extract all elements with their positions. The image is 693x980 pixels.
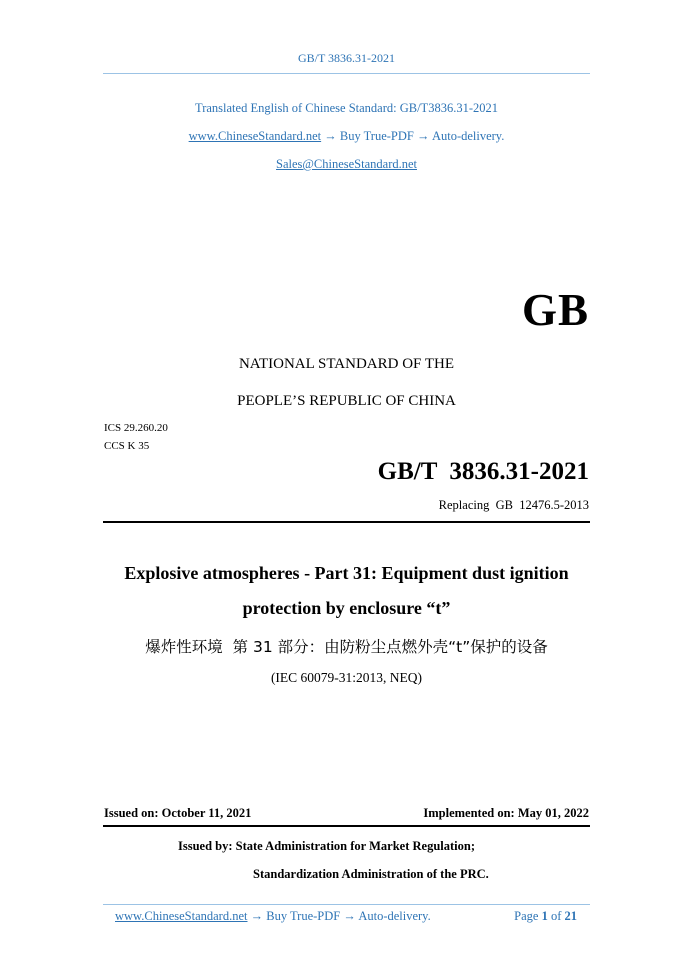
footer-links: [115, 909, 431, 924]
header-code: GB/T 3836.31-2021: [297, 51, 396, 65]
national-standard-line2: PEOPLE’S REPUBLIC OF CHINA: [237, 393, 456, 409]
promo-links: [0, 129, 693, 144]
website-link[interactable]: www.ChineseStandard.net: [188, 129, 322, 143]
national-standard-line1: NATIONAL STANDARD OF THE: [238, 356, 455, 372]
title-chinese: 爆炸性环境 第 31 部分：由防粉尘点燃外壳“t”保护的设备: [145, 638, 548, 656]
footer-auto-delivery-text: Auto-delivery.: [358, 909, 431, 923]
page-indicator: [514, 909, 577, 924]
issuer-line2: Standardization Administration of the PRC.: [253, 867, 489, 881]
page-number: 1: [541, 909, 548, 923]
page-label: Page: [514, 909, 539, 923]
footer-divider: [103, 904, 590, 905]
arrow-icon: →: [250, 909, 264, 923]
dates-divider: [103, 825, 590, 827]
ccs-code: CCS K 35: [104, 440, 150, 452]
footer-website-link[interactable]: www.ChineseStandard.net: [115, 909, 248, 923]
page-total: 21: [564, 909, 577, 923]
replacing-text: Replacing GB 12476.5-2013: [438, 498, 589, 512]
title-english-line1: Explosive atmospheres - Part 31: Equipment dust ignition: [124, 563, 569, 583]
footer-buy-pdf-text: Buy True-PDF: [266, 909, 341, 923]
promo-line: Translated English of Chinese Standard: GB/T3836.31-2021: [195, 101, 498, 115]
iec-reference: (IEC 60079-31:2013, NEQ): [270, 670, 423, 685]
of-label: of: [550, 909, 562, 923]
title-english-line2: protection by enclosure “t”: [242, 598, 451, 618]
header-divider: [103, 73, 590, 74]
ics-code: ICS 29.260.20: [104, 422, 168, 434]
auto-delivery-text: Auto-delivery.: [431, 129, 505, 143]
issued-date: Issued on: October 11, 2021: [104, 806, 252, 820]
buy-pdf-text: Buy True-PDF: [339, 129, 414, 143]
email-row: [0, 157, 693, 172]
gb-logo: GB: [521, 285, 589, 335]
arrow-icon: →: [417, 129, 430, 143]
issuer-line1: Issued by: State Administration for Market Regulation;: [178, 839, 475, 853]
arrow-icon: →: [343, 909, 356, 923]
arrow-icon: →: [324, 129, 337, 143]
sales-email-link[interactable]: Sales@ChineseStandard.net: [276, 157, 417, 171]
standard-number: GB/T 3836.31-2021: [377, 458, 589, 485]
title-divider: [103, 521, 590, 523]
implemented-date: Implemented on: May 01, 2022: [423, 806, 589, 820]
